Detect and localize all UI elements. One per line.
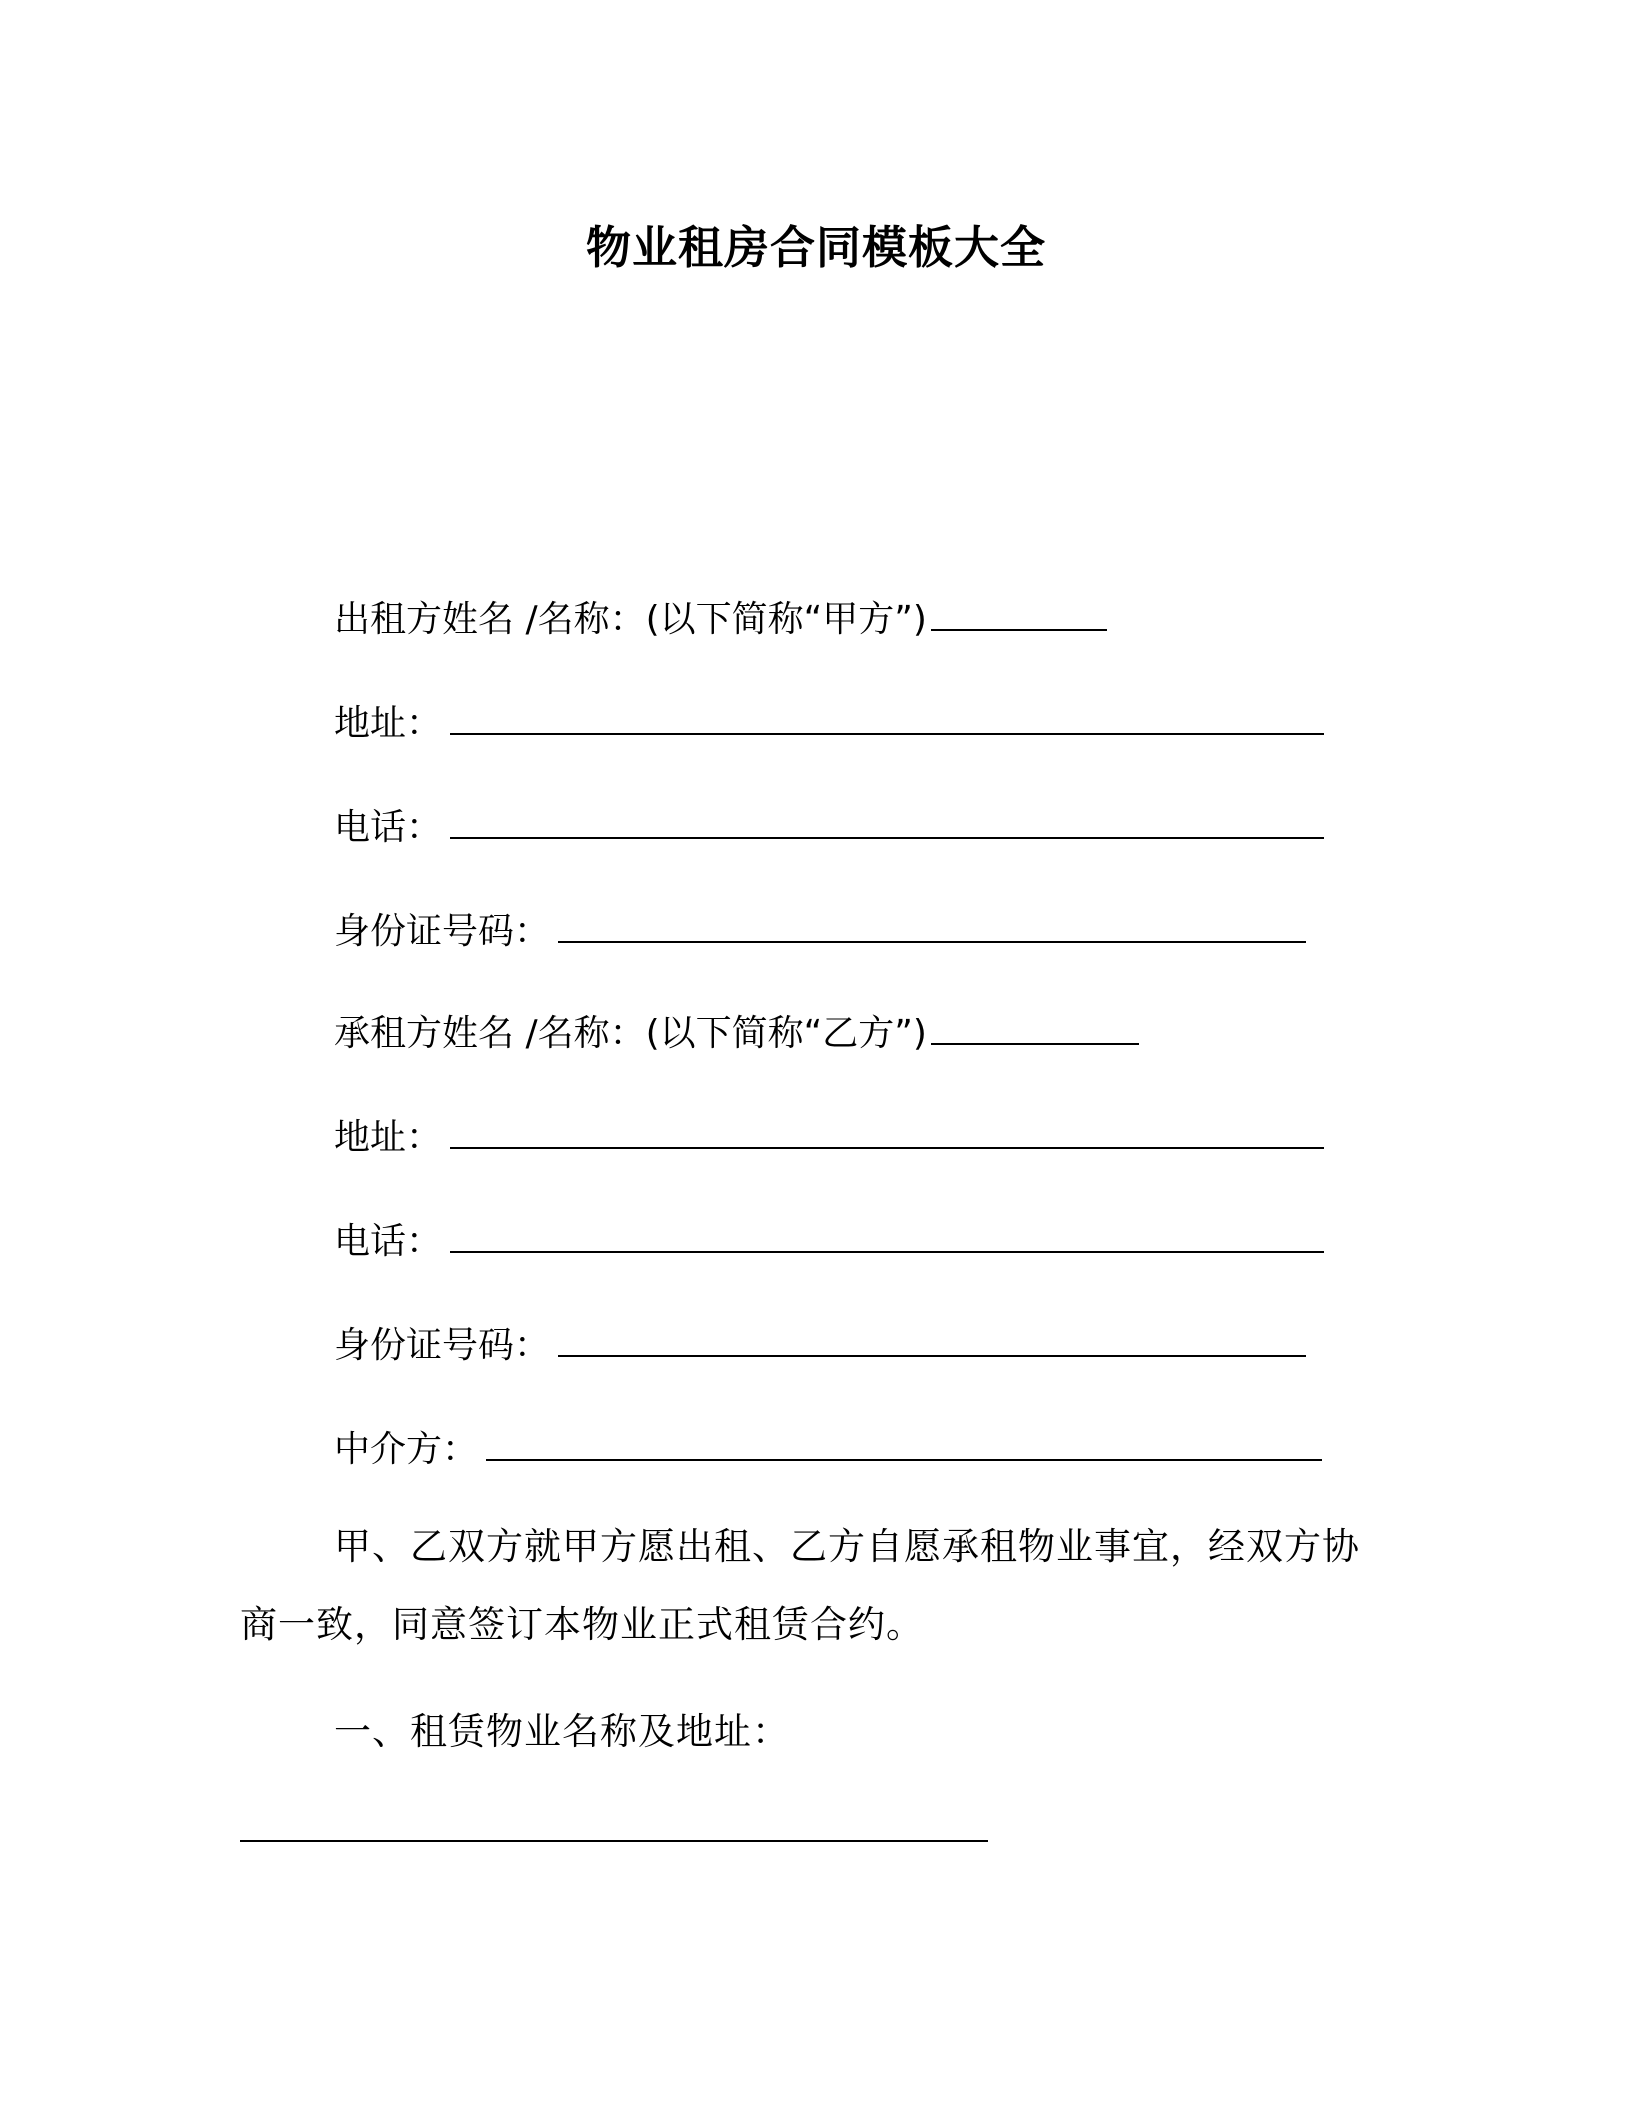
section-one-heading: 一、租赁物业名称及地址： (334, 1710, 790, 1753)
lessor-address-label: 地址： (334, 703, 443, 744)
lessee-address-blank[interactable] (450, 1125, 1324, 1149)
lessor-id-blank[interactable] (558, 919, 1306, 943)
lessee-phone-blank[interactable] (450, 1229, 1324, 1253)
lessor-id-label: 身份证号码： (334, 911, 551, 952)
lessor-address-blank[interactable] (450, 711, 1324, 735)
agent-blank[interactable] (486, 1437, 1322, 1461)
lessor-address-field (334, 700, 1324, 748)
lessor-id-field (334, 908, 1306, 956)
lessor-phone-label: 电话： (334, 807, 443, 848)
lessor-name-label: 出租方姓名 /名称：(以下简称“甲方”) (334, 599, 927, 640)
lessee-phone-field (334, 1218, 1324, 1266)
lessee-phone-label: 电话： (334, 1221, 443, 1262)
lessor-phone-blank[interactable] (450, 815, 1324, 839)
lessor-phone-field (334, 804, 1324, 852)
lessor-name-blank[interactable] (931, 607, 1107, 631)
lessee-name-field (334, 1010, 1139, 1058)
intro-paragraph: 甲、乙双方就甲方愿出租、乙方自愿承租物业事宜，经双方协商一致，同意签订本物业正式租赁合约。 (240, 1525, 1360, 1646)
lessee-address-field (334, 1114, 1324, 1162)
agent-field (334, 1426, 1322, 1474)
lessor-name-field (334, 596, 1107, 644)
lessee-name-blank[interactable] (931, 1021, 1139, 1045)
lessee-id-label: 身份证号码： (334, 1325, 551, 1366)
lessee-name-label: 承租方姓名 /名称：(以下简称“乙方”) (334, 1013, 927, 1054)
lessee-id-blank[interactable] (558, 1333, 1306, 1357)
document-title: 物业租房合同模板大全 (585, 221, 1046, 274)
lessee-id-field (334, 1322, 1306, 1370)
property-address-blank[interactable] (240, 1840, 988, 1842)
agent-label: 中介方： (334, 1429, 479, 1470)
lessee-address-label: 地址： (334, 1117, 443, 1158)
